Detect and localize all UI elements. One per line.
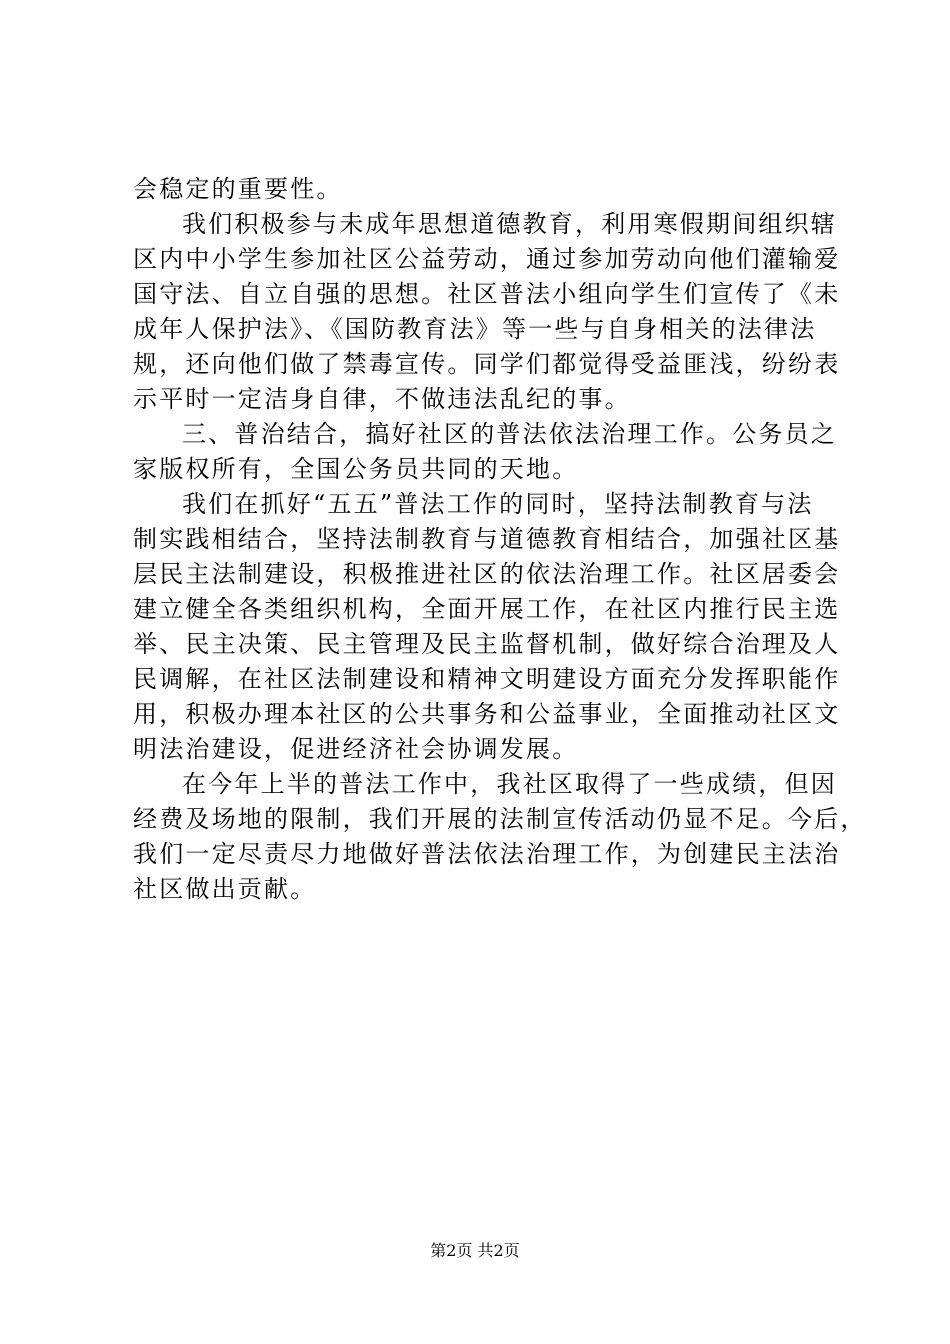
text-line: 会稳定的重要性。	[133, 175, 343, 203]
text-line: 明法治建设，促进经济社会协调发展。	[133, 735, 579, 763]
paragraph-start-line: 我们在抓好“五五”普法工作的同时，坚持法制教育与法	[182, 490, 814, 518]
text-line: 社区做出贡献。	[133, 875, 317, 903]
text-line: 成年人保护法》、《国防教育法》等一些与自身相关的法律法	[133, 315, 817, 343]
text-line: 用，积极办理本社区的公共事务和公益事业，全面推动社区文	[133, 700, 841, 728]
text-line: 我们一定尽责尽力地做好普法依法治理工作，为创建民主法治	[133, 840, 841, 868]
page-number: 第2页 共2页	[430, 1241, 520, 1260]
text-line: 举、民主决策、民主管理及民主监督机制，做好综合治理及人	[133, 630, 841, 658]
paragraph-start-line: 我们积极参与未成年思想道德教育，利用寒假期间组织辖	[182, 210, 837, 238]
document-body	[133, 172, 867, 907]
section-heading-line: 三、普治结合，搞好社区的普法依法治理工作。公务员之	[182, 420, 837, 448]
text-line: 规，还向他们做了禁毒宣传。同学们都觉得受益匪浅，纷纷表	[133, 350, 841, 378]
text-line: 层民主法制建设，积极推进社区的依法治理工作。社区居委会	[133, 560, 841, 588]
text-line: 示平时一定洁身自律，不做违法乱纪的事。	[133, 385, 631, 413]
text-line: 国守法、自立自强的思想。社区普法小组向学生们宣传了《未	[133, 280, 841, 308]
page-footer	[0, 1241, 950, 1261]
text-line: 经费及场地的限制，我们开展的法制宣传活动仍显不足。今后，	[133, 805, 867, 833]
text-line: 民调解，在社区法制建设和精神文明建设方面充分发挥职能作	[133, 665, 841, 693]
text-line: 区内中小学生参加社区公益劳动，通过参加劳动向他们灌输爱	[133, 245, 841, 273]
paragraph-start-line: 在今年上半的普法工作中，我社区取得了一些成绩，但因	[182, 770, 837, 798]
text-line: 建立健全各类组织机构，全面开展工作，在社区内推行民主选	[133, 595, 841, 623]
text-line: 家版权所有，全国公务员共同的天地。	[133, 455, 579, 483]
text-line: 制实践相结合，坚持法制教育与道德教育相结合，加强社区基	[133, 525, 841, 553]
